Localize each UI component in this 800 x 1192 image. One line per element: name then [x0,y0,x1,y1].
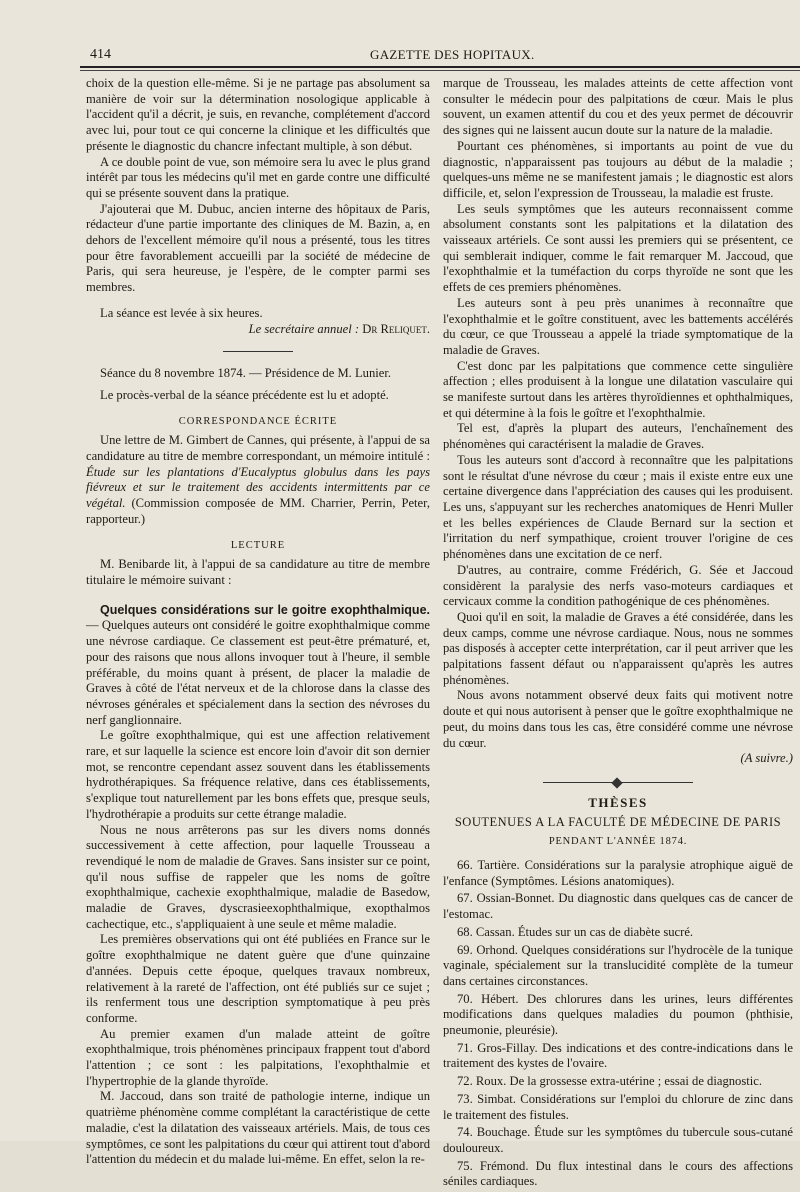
header-rule-thin [80,70,800,71]
paragraph: Nous ne nous arrêterons pas sur les divers noms donnés successivement à cette affection, pour laquelle Trousseau a revendiqué le nom de maladie de Graves. Sans insister sur ce point, qu'il nous suffise de rappeler que les noms de goître exophthalmique, cachexie exophthalmique, maladie de Basedow, maladie de Graves, dyscrasieexophthalmique, exopthalmos cachectique, etc., s'appliquaient à une seule et même maladie. [86,822,430,931]
thesis-item: 72. Roux. De la grossesse extra-utérine ; essai de diagnostic. [457,1074,762,1089]
theses-list [443,858,793,1190]
paragraph: M. Jaccoud, dans son traité de pathologie interne, indique un quatrième phénomène comme complétant la caractéristique de cette maladie, c'est la dilatation des vaisseaux artériels. Mais, de tous ces symptômes, ce sont les palpitations du cœur qui attirent tout d'abord l'attention du médecin et du malade lui-même. En effet, selon la re- [86,1089,430,1167]
thesis-item: 66. Tartière. Considérations sur la paralysie atrophique aiguë de l'enfance (Symptômes. Lésions anatomiques). [443,858,793,888]
thesis-item: 68. Cassan. Études sur un cas de diabète sucré. [457,924,694,939]
theses-subtitle: SOUTENUES A LA FACULTÉ DE MÉDECINE DE PARIS [454,814,782,829]
paragraph: C'est donc par les palpitations que commence cette singulière affection ; elles produisent à la longue une dilatation vasculaire qui se manifeste surtout dans les artères thyroïdiennes et ophthalmiques, et qui détermine à la fois le goître et l'exophthalmie. [443,358,793,420]
thesis-item: 70. Hébert. Des chlorures dans les urines, leurs différentes modifications dans quelques maladies du poumon (phthisie, pneumonie, pleurésie). [443,991,793,1038]
paragraph: Quoi qu'il en soit, la maladie de Graves a été considérée, dans les deux camps, comme une névrose cardiaque. Nous, nous ne sommes pas disposés à accepter cette interprétation, car il peut arriver que les palpitations fassent défaut ou n'apparaissent qu'après les autres phénomènes. [443,609,793,687]
page-number: 414 [90,47,111,62]
to-be-continued: (A suivre.) [740,751,793,766]
paragraph: Les seuls symptômes que les auteurs reconnaissent comme absolument constants sont les palpitations et la dilatation des vaisseaux artériels. Ce sont aussi les premiers qui se présentent, ce qui semblerait indiquer, comme le fait remarquer M. Jaccoud, que l'exophthalmie et la tuméfaction du corps thyroïde ne sont que les effets de ces premiers phénomènes. [443,201,793,295]
minutes: Le procès-verbal de la séance précédente est lu et adopté. [100,387,389,402]
article-text: — Quelques auteurs ont considéré le goitre exophthalmique comme une névrose cardiaque. Ce classement est peut-être prématuré, et, pour des raisons que nous allons invoquer tout à l'heure, il semble préférable, du moins quant à présent, de placer la maladie de Graves à côté de l'état nerveux et de la chlorose dans la classe des névroses générales et spécialement dans la section des névroses du nerf ganglionnaire. [86,618,430,727]
correspondence-text-b: (Commission composée de MM. Charrier, Perrin, Peter, rapporteur.) [86,496,430,526]
correspondence-text-a: Une lettre de M. Gimbert de Cannes, qui présente, à l'appui de sa candidature au titre de membre correspondant, un mémoire intitulé : [86,433,430,464]
paragraph: Tous les auteurs sont d'accord à reconnaître que les palpitations sont le résultat d'une névrose du cœur ; mais il existe entre eux une certaine divergence dans l'appréciation des causes qui les produisent. Les uns, s'appuyant sur les recherches anatomiques de Henri Muller et les belles expériences de Claude Bernard sur la section et l'irritation du nerf sympathique, croient trouver l'origine de ces phénomènes dans une excitation de ce nerf. [443,452,793,562]
article-title: Quelques considérations sur le goitre exophthalmique. [100,602,430,617]
thesis-item: 73. Simbat. Considérations sur l'emploi du chlorure de zinc dans le traitement des fistules. [443,1091,793,1122]
signature-name: Dr Reliquet. [362,321,430,336]
paragraph: Le goître exophthalmique, qui est une affection relativement rare, et sur laquelle la science est encore loin d'avoir dit son dernier mot, se rencontre cependant assez souvent dans les établissements hydrothérapiques. Sa fréquence relative, dans ces établissements, s'explique tout naturellement par les bons effets que, presque seuls, l'hydrothérapie a produits sur cette étrange maladie. [86,728,430,821]
paragraph: Les premières observations qui ont été publiées en France sur le goître exophthalmique ne datent guère que d'une quinzaine d'années. Depuis cette époque, quelques travaux nombreux, relativement à la rareté de l'affection, ont été publiés sur ce sujet ; ils renferment tous une description symptomatique à peu près conforme. [86,932,430,1025]
signature-label: Le secrétaire annuel : [248,321,360,336]
paragraph: La séance est levée à six heures. [100,305,263,320]
paragraph: choix de la question elle-même. Si je ne partage pas absolument sa manière de voir sur la détermination nosologique applicable à l'accident qu'il a décrit, je suis, en revanche, complétement d'accord avec lui, pour tout ce qui concerne la clinique et les difficultés que présente le diagnostic du chancre infectant multiple, à son début. [86,76,430,153]
thesis-item: 67. Ossian-Bonnet. Du diagnostic dans quelques cas de cancer de l'estomac. [443,891,793,922]
paragraph: Nous avons notamment observé deux faits qui motivent notre doute et qui nous autorisent à penser que le goître exophthalmique ne peut, du moins dans tous les cas, être considéré comme une névrose du cœur. [443,688,793,750]
paragraph: marque de Trousseau, les malades atteints de cette affection vont consulter le médecin pour des palpitations de cœur. Mais le plus souvent, un examen attentif du cou et des yeux permet de découvrir des signes qui ne laissent aucun doute sur la nature de la maladie. [443,76,793,138]
ornamental-divider [543,781,693,785]
memoir-title: Étude sur les plantations d'Eucalyptus globulus dans les pays fiévreux et sur le traitement des accidents intermittents par ce végétal. [86,464,430,511]
correspondence-heading: CORRESPONDANCE ÉCRITE [178,415,338,427]
correspondence-text [86,433,430,527]
right-column [443,76,793,1192]
journal-title: GAZETTE DES HOPITAUX. [370,47,535,62]
session-heading: Séance du 8 novembre 1874. — Présidence de M. Lunier. [100,366,391,381]
paragraph: Pourtant ces phénomènes, si importants au point de vue du diagnostic, n'apparaissent pas toujours au début de la maladie ; quelques-uns même ne se manifestent jamais ; le diagnostic est alors difficile, et, selon l'expression de Trousseau, la maladie est fruste. [443,138,793,200]
theses-year: PENDANT L'ANNÉE 1874. [548,836,688,848]
page-header [80,44,800,64]
lecture-heading: LECTURE [230,539,286,551]
article-first-paragraph [86,603,430,729]
signature [86,322,430,338]
thesis-item: 71. Gros-Fillay. Des indications et des contre-indications dans le traitement des kystes de l'ovaire. [443,1040,793,1071]
paragraph: A ce double point de vue, son mémoire sera lu avec le plus grand intérêt par tous les médecins qu'il met en garde contre une difficulté qui se présente souvent dans la pratique. [86,154,430,200]
paragraph: Tel est, d'après la plupart des auteurs, l'enchaînement des phénomènes qui caractérisent la maladie de Graves. [443,421,793,452]
paragraph: J'ajouterai que M. Dubuc, ancien interne des hôpitaux de Paris, rédacteur d'une partie importante des cliniques de M. Bazin, a, en dehors de l'excellent mémoire qu'il nous a présenté, tous les titres pour être favorablement accueilli par la société de médecine de Paris, qui sera heureuse, je l'espère, de le compter parmi ses membres. [86,201,430,295]
header-rule [80,66,800,68]
paragraph: Au premier examen d'un malade atteint de goître exophthalmique, trois phénomènes principaux frappent tout d'abord l'attention ; ce sont : les palpitations, l'exophthalmie et l'hypertrophie de la glande thyroïde. [86,1026,430,1088]
paragraph: D'autres, au contraire, comme Frédérich, G. Sée et Jaccoud considèrent la paralysie des nerfs vaso-moteurs cardiaques et cervicaux comme la condition pathogénique de ces phénomènes. [443,562,793,609]
lecture-text: M. Benibarde lit, à l'appui de sa candidature au titre de membre titulaire le mémoire suivant : [86,557,430,587]
thesis-item: 74. Bouchage. Étude sur les symptômes du tubercule sous-cutané douloureux. [443,1125,793,1155]
thesis-item: 75. Frémond. Du flux intestinal dans le cours des affections séniles cardiaques. [443,1158,793,1189]
left-column [86,76,430,1168]
thesis-item: 69. Orhond. Quelques considérations sur l'hydrocèle de la tunique vaginale, spécialement sur la translucidité complète de la tumeur dans certaines circonstances. [443,942,793,988]
section-divider [223,351,293,352]
paragraph: Les auteurs sont à peu près unanimes à reconnaître que l'exophthalmie et le goître constituent, avec les battements accélérés du cœur, ce que Trousseau a appelé la triade symptomatique de la maladie de Graves. [443,295,793,357]
theses-title: THÈSES [588,794,648,810]
